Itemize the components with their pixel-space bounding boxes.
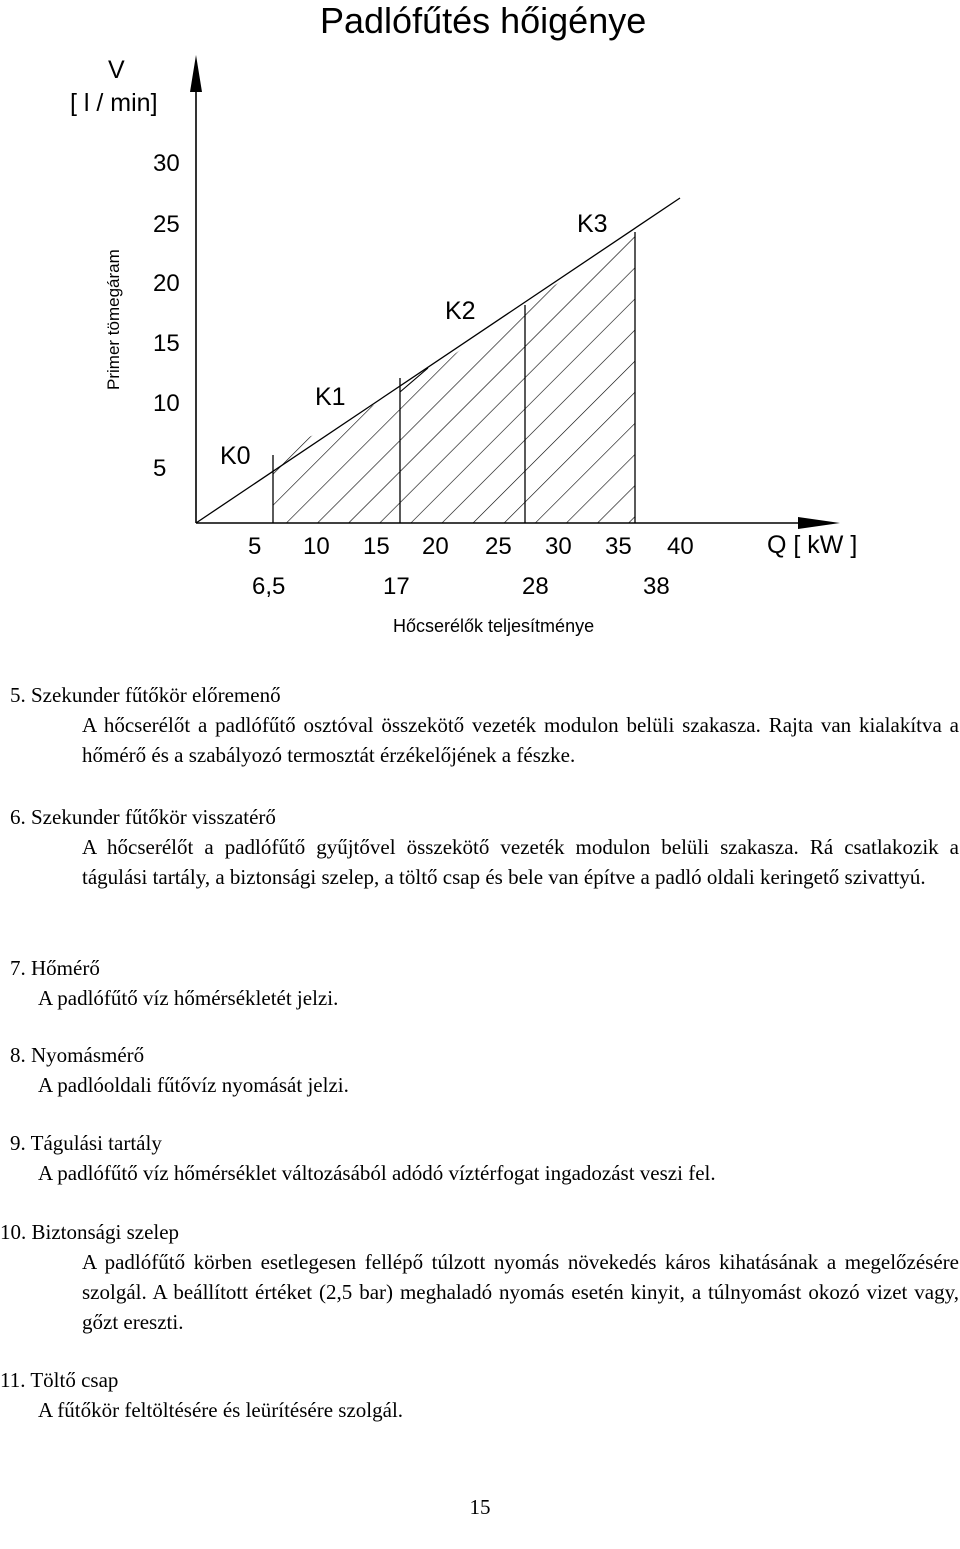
zone-label-k0: K0	[220, 442, 251, 470]
x-subtick: 17	[383, 573, 410, 600]
section-body: A padlófűtő víz hőmérsékletét jelzi.	[38, 986, 339, 1010]
section-heading	[10, 680, 281, 710]
section-title: Töltő csap	[30, 1368, 119, 1392]
section-number: 7.	[10, 956, 26, 980]
section-heading	[10, 802, 276, 832]
section-number: 5.	[10, 683, 26, 707]
x-tick: 10	[303, 533, 330, 560]
x-subtick: 28	[522, 573, 549, 600]
section-title: Szekunder fűtőkör előremenő	[31, 683, 281, 707]
section-number: 10.	[0, 1220, 27, 1244]
section-heading	[0, 1365, 118, 1395]
page-number: 15	[469, 1495, 491, 1519]
section-title: Hőmérő	[31, 956, 100, 980]
x-axis-arrow	[798, 517, 840, 529]
y-axis-arrow	[190, 55, 202, 92]
section-body: A fűtőkör feltöltésére és leürítésére szolgál.	[38, 1398, 404, 1422]
zone-k3-region	[525, 232, 635, 523]
zone-label-k2: K2	[445, 297, 476, 325]
x-tick: 25	[485, 533, 512, 560]
section-heading	[10, 1040, 144, 1070]
x-subtick: 6,5	[252, 573, 286, 600]
section-title: Biztonsági szelep	[31, 1220, 180, 1244]
x-tick: 30	[545, 533, 572, 560]
section-body: A hőcserélőt a padlófűtő osztóval összekötő vezeték modulon belüli szakasza. Rajta van kialakítva a hőmérő és a szabályozó termosztát érzékelőjének a fészke.	[82, 713, 959, 767]
section-number: 8.	[10, 1043, 26, 1067]
section-body: A hőcserélőt a padlófűtő gyűjtővel összekötő vezeték modulon belüli szakasza. Rá csatlakozik a tágulási tartály, a biztonsági szelep, a töltő csap és bele van építve a padló oldali keringető szivattyú.	[82, 835, 959, 889]
section-number: 11.	[0, 1368, 26, 1392]
figure-title: Padlófűtés hőigénye	[320, 0, 647, 41]
section-number: 6.	[10, 805, 26, 829]
y-tick: 5	[153, 455, 167, 482]
y-tick: 10	[153, 390, 180, 417]
x-tick: 20	[422, 533, 449, 560]
y-tick: 15	[153, 330, 180, 357]
zone-label-k1: K1	[315, 383, 346, 411]
x-tick: 5	[248, 533, 262, 560]
zone-k2-region	[400, 305, 525, 523]
zone-label-k3: K3	[577, 210, 608, 238]
x-subtick: 38	[643, 573, 670, 600]
y-axis-unit: [ l / min]	[70, 89, 158, 117]
heat-demand-figure	[0, 0, 960, 660]
section-body: A padlóoldali fűtővíz nyomását jelzi.	[38, 1073, 349, 1097]
section-heading	[10, 1128, 162, 1158]
section-number: 9.	[10, 1131, 26, 1155]
y-tick: 25	[153, 211, 180, 238]
section-title: Szekunder fűtőkör visszatérő	[31, 805, 276, 829]
section-body: A padlófűtő körben esetlegesen fellépő túlzott nyomás növekedés káros kihatásának a megelőzésére szolgál. A beállított értéket (2,5 bar) meghaladó nyomás esetén kinyit, a túlnyomást okozó vizet vagy, gőzt ereszti.	[82, 1250, 959, 1334]
x-tick: 15	[363, 533, 390, 560]
section-title: Tágulási tartály	[30, 1131, 162, 1155]
x-tick: 35	[605, 533, 632, 560]
section-title: Nyomásmérő	[31, 1043, 145, 1067]
section-heading	[0, 1217, 179, 1247]
x-axis-label: Q [ kW ]	[767, 531, 858, 559]
y-tick: 20	[153, 270, 180, 297]
y-tick: 30	[153, 150, 180, 177]
y-axis-side-label: Primer tömegáram	[104, 249, 123, 390]
x-tick: 40	[667, 533, 694, 560]
section-heading	[10, 953, 100, 983]
y-axis-symbol: V	[108, 56, 125, 84]
x-caption: Hőcserélők teljesítménye	[393, 616, 595, 636]
section-body: A padlófűtő víz hőmérséklet változásából adódó víztérfogat ingadozást veszi fel.	[38, 1161, 716, 1185]
